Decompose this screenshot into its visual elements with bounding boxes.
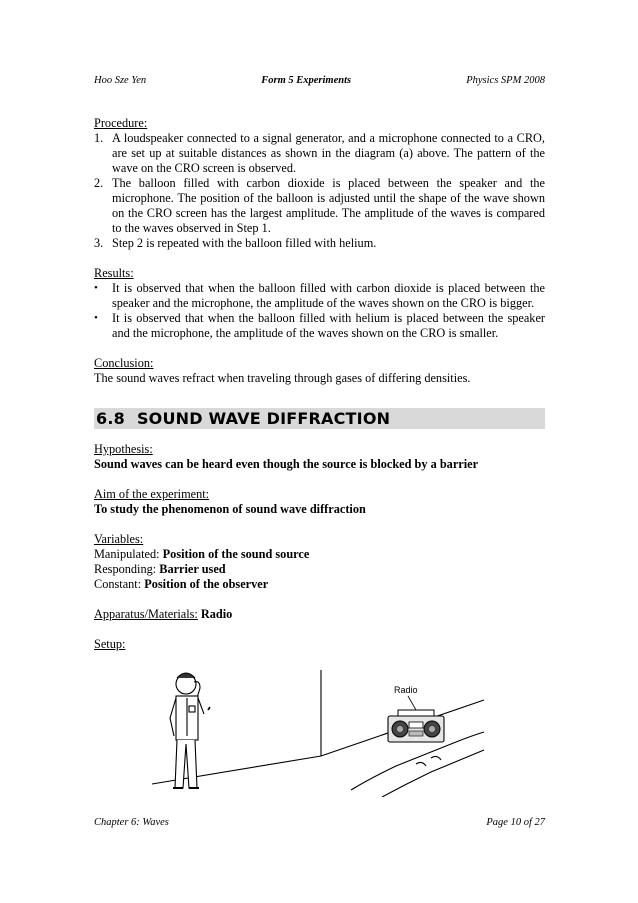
page-footer: [94, 817, 545, 828]
section-number: 6.8: [96, 409, 125, 428]
manipulated-value: Position of the sound source: [162, 547, 310, 561]
radio-illustration: [388, 685, 444, 742]
apparatus-heading: Apparatus/Materials:: [94, 607, 198, 621]
conclusion-text: The sound waves refract when traveling through gases of differing densities.: [94, 371, 471, 385]
variable-constant: [94, 577, 545, 592]
procedure-step: [94, 131, 545, 176]
aim-heading: Aim of the experiment:: [94, 487, 210, 501]
section-title-bar: [94, 408, 545, 429]
hypothesis-heading: Hypothesis:: [94, 442, 153, 456]
results-heading: Results:: [94, 266, 134, 280]
diffraction-setup-diagram: [146, 662, 492, 797]
bullet-icon: •: [94, 282, 98, 294]
results-item: [94, 311, 545, 341]
aim-text: To study the phenomenon of sound wave diffraction: [94, 502, 366, 516]
observer-figure: [170, 673, 210, 788]
page-body: [94, 116, 545, 801]
variables-heading: Variables:: [94, 532, 144, 546]
results-text: It is observed that when the balloon filled with carbon dioxide is placed between the speaker and the microphone, the amplitude of the waves shown on the CRO is bigger.: [112, 281, 545, 310]
pipe-bracket: [416, 756, 441, 766]
responding-label: Responding:: [94, 562, 157, 576]
header-author: Hoo Sze Yen: [94, 75, 147, 86]
procedure-heading: Procedure:: [94, 116, 148, 130]
section-title: SOUND WAVE DIFFRACTION: [136, 409, 391, 428]
procedure-steps: [94, 131, 545, 251]
variable-responding: [94, 562, 545, 577]
step-number: 1.: [94, 131, 104, 145]
footer-chapter: Chapter 6: Waves: [94, 817, 169, 828]
procedure-step: [94, 236, 545, 251]
hypothesis-text: Sound waves can be heard even though the source is blocked by a barrier: [94, 457, 479, 471]
results-item: [94, 281, 545, 311]
step-number: 2.: [94, 176, 104, 190]
responding-value: Barrier used: [159, 562, 226, 576]
results-text: It is observed that when the balloon filled with helium is placed between the speaker and the microphone, the amplitude of the waves shown on the CRO is smaller.: [112, 311, 545, 340]
constant-label: Constant:: [94, 577, 142, 591]
header-subject: Physics SPM 2008: [466, 75, 545, 86]
procedure-step: [94, 176, 545, 236]
footer-page-number: Page 10 of 27: [486, 817, 545, 828]
setup-heading: Setup:: [94, 637, 126, 651]
constant-value: Position of the observer: [144, 577, 269, 591]
step-text: A loudspeaker connected to a signal generator, and a microphone connected to a CRO, are set up at suitable distances as shown in the diagram (a) above. The pattern of the wave on the CRO screen is observed.: [112, 131, 545, 175]
step-number: 3.: [94, 236, 104, 250]
setup-figure: [146, 662, 545, 801]
header-title: Form 5 Experiments: [261, 75, 352, 86]
conclusion-heading: Conclusion:: [94, 356, 154, 370]
radio-label: Radio: [394, 685, 418, 695]
apparatus-value: Radio: [200, 607, 233, 621]
page-header: [94, 75, 545, 86]
step-text: The balloon filled with carbon dioxide is placed between the speaker and the microphone. The position of the balloon is adjusted until the shape of the wave shown on the CRO screen has the largest amplitude. The amplitude of the waves is compared to the waves observed in Step 1.: [112, 176, 545, 235]
bullet-icon: •: [94, 312, 98, 324]
variable-manipulated: [94, 547, 545, 562]
apparatus-line: [94, 607, 545, 622]
manipulated-label: Manipulated:: [94, 547, 160, 561]
results-list: [94, 281, 545, 341]
step-text: Step 2 is repeated with the balloon filled with helium.: [112, 236, 377, 250]
